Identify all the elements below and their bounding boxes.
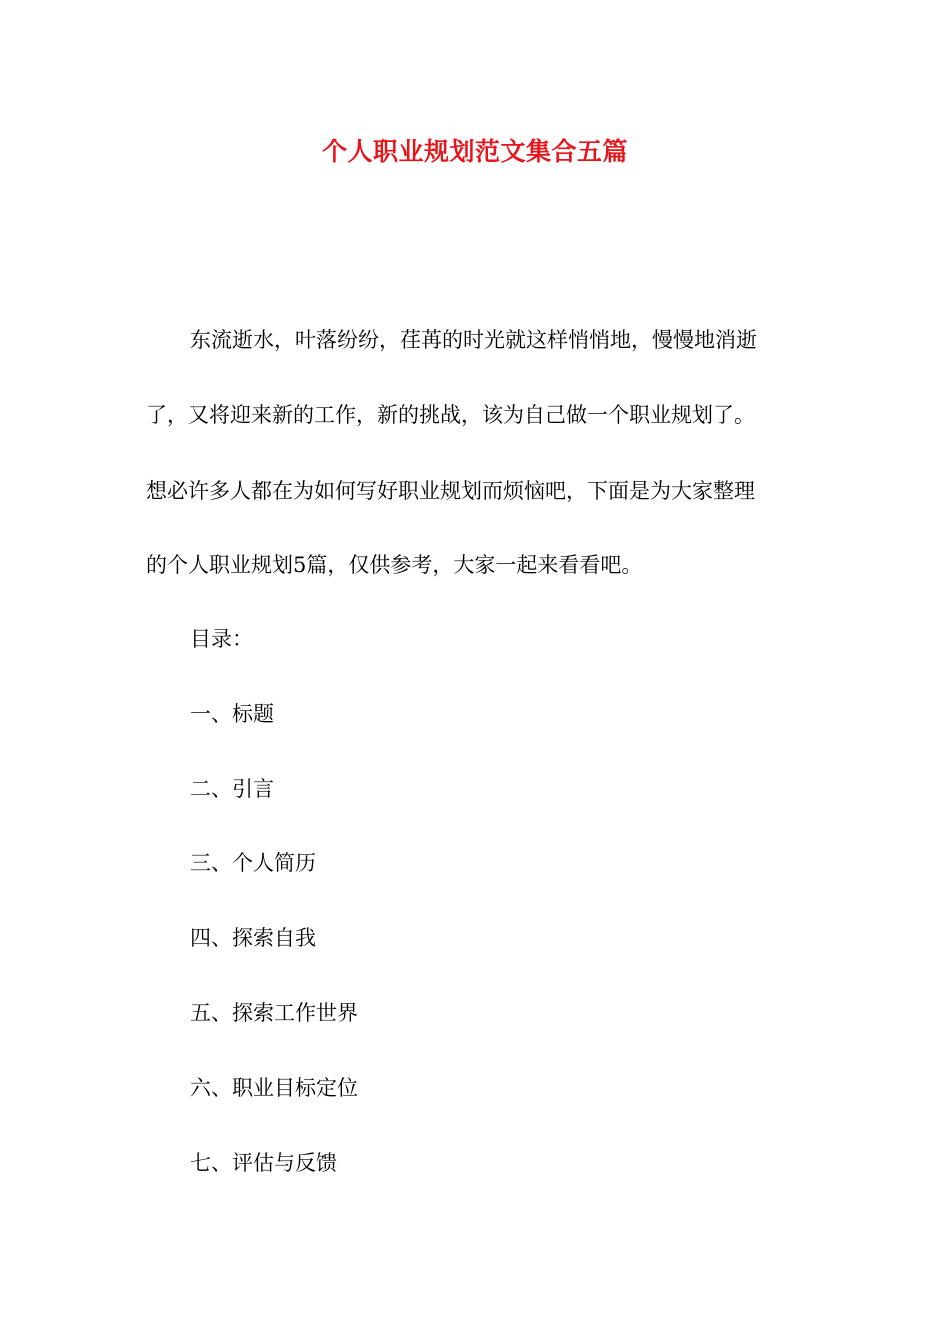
toc-item-6: 六、职业目标定位 xyxy=(190,1076,358,1100)
intro-line-4: 的个人职业规划5篇，仅供参考，大家一起来看看吧。 xyxy=(146,553,643,577)
intro-line-2: 了，又将迎来新的工作，新的挑战，该为自己做一个职业规划了。 xyxy=(146,403,755,427)
intro-line-3: 想必许多人都在为如何写好职业规划而烦恼吧，下面是为大家整理 xyxy=(146,479,755,503)
toc-heading: 目录： xyxy=(190,627,253,651)
toc-item-7: 七、评估与反馈 xyxy=(190,1151,337,1175)
toc-item-2: 二、引言 xyxy=(190,777,274,801)
toc-item-1: 一、标题 xyxy=(190,702,274,726)
intro-line-1: 东流逝水，叶落纷纷，荏苒的时光就这样悄悄地，慢慢地消逝 xyxy=(190,328,757,352)
toc-item-4: 四、探索自我 xyxy=(190,926,316,950)
toc-item-5: 五、探索工作世界 xyxy=(190,1001,358,1025)
document-title: 个人职业规划范文集合五篇 xyxy=(321,137,628,166)
toc-item-3: 三、个人简历 xyxy=(190,851,316,875)
